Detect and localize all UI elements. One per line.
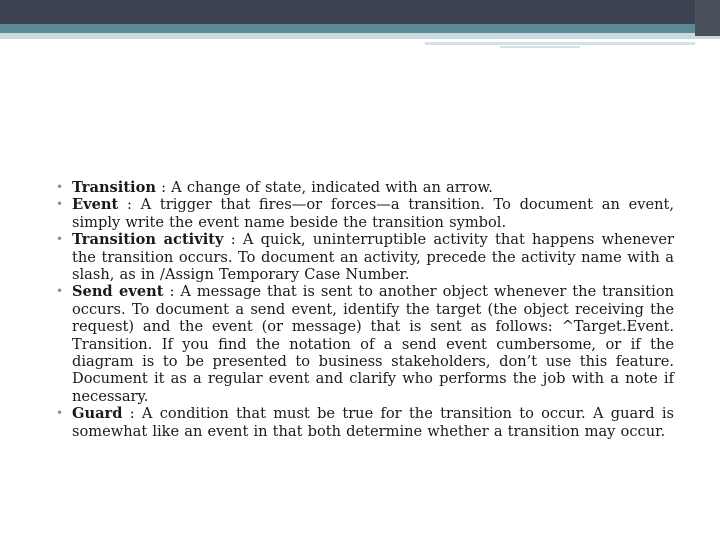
bullet-icon: • [56, 284, 64, 299]
header-accent-line [425, 42, 695, 45]
bullet-text: : A change of state, indicated with an arrow. [155, 179, 493, 196]
bullet-item-guard [54, 405, 674, 440]
bullet-icon: • [56, 232, 64, 247]
bullet-text: : A trigger that fires—or forces—a transition. To document an event, simply write the event name beside the transition symbol. [72, 196, 674, 231]
bullet-icon: • [56, 180, 64, 194]
bullet-text: : A quick, uninterruptible activity that happens whenever the transition occurs. To document an activity, precede the activity name with a slash, as in /Assign Temporary Case Number. [72, 231, 674, 284]
bullet-item-send-event [54, 283, 674, 405]
header-light-band [0, 33, 720, 39]
bullet-icon: • [56, 406, 64, 421]
bullet-item-transition-activity [54, 231, 674, 283]
bullet-term: Guard [72, 405, 123, 423]
bullet-term: Send event [72, 283, 164, 301]
bullet-term: Event [72, 196, 119, 214]
slide-bullet-list [54, 179, 674, 440]
header-dark-band [0, 0, 720, 24]
header-corner-block [695, 0, 720, 36]
bullet-text: : A message that is sent to another object whenever the transition occurs. To document a send event, identify the target (the object receiving the request) and the event (or message) that is sent as follows: ^Target.Event. Transition. If you find the notation of a send event cumbersome, or if the diagram is to be presented to business stakeholders, don’t use this feature. Document it as a regular event and clarify who performs the job with a note if necessary. [72, 283, 674, 405]
header-accent-line-short [500, 46, 580, 48]
bullet-item-event [54, 196, 674, 231]
bullet-term: Transition activity [72, 231, 224, 249]
header-teal-band [0, 24, 720, 33]
bullet-term: Transition [72, 179, 156, 196]
bullet-icon: • [56, 197, 64, 212]
bullet-item-transition [54, 179, 674, 196]
bullet-text: : A condition that must be true for the transition to occur. A guard is somewhat like an event in that both determine whether a transition may occur. [72, 405, 674, 440]
